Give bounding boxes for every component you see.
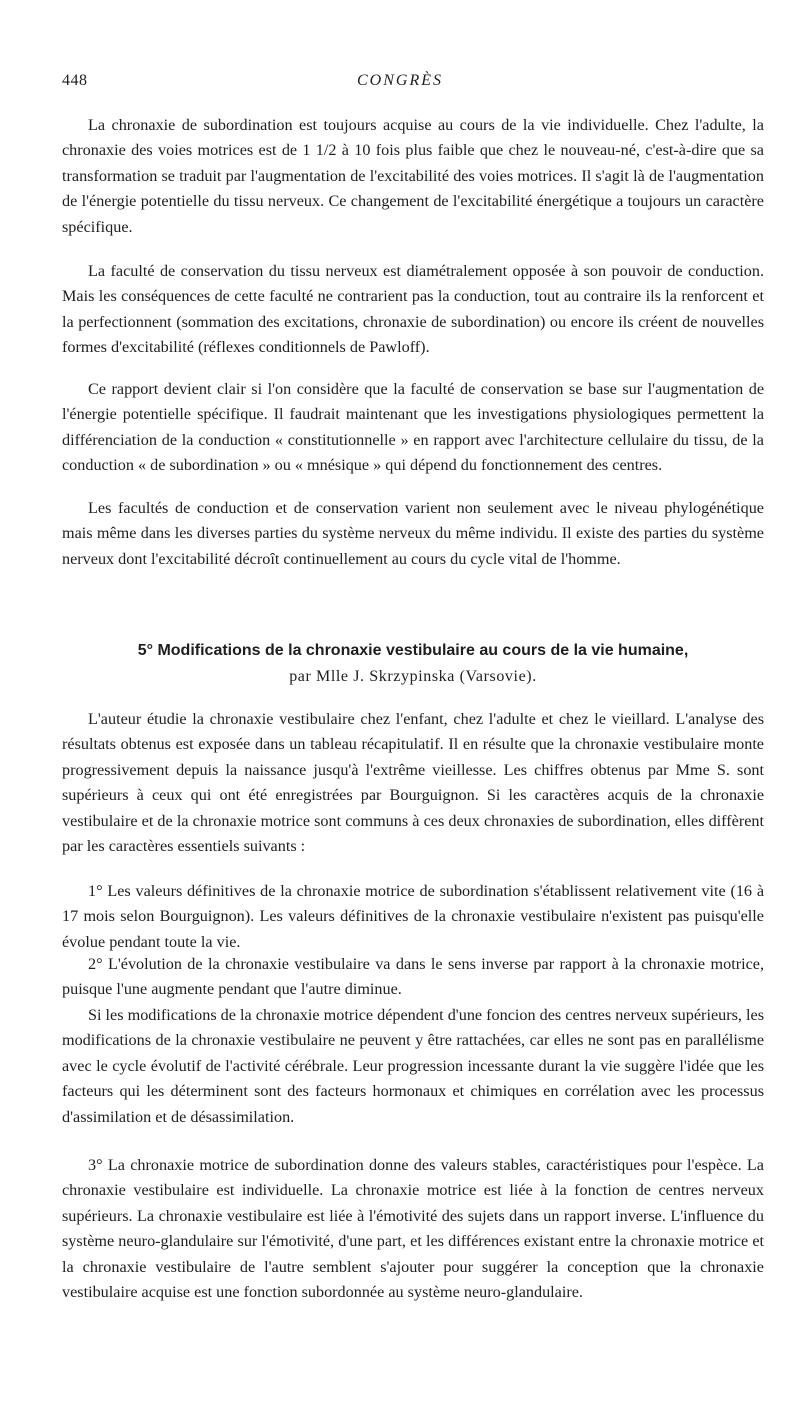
paragraph-8: Si les modifications de la chronaxie motrice dépendent d'une foncion des centres nerveux supérieurs, les modifications de la chronaxie vestibulaire ne peuvent y être rattachées, car elles ne sont pas en parallélisme avec le cycle évolutif de l'activité cérébrale. Leur progression incessante durant la vie suggère l'idée que les facteurs qui les déterminent sont des facteurs hormonaux et chimiques en corrélation avec les processus d'assimilation et de désassimilation. [62,1006,764,1126]
paragraph-6: 1° Les valeurs définitives de la chronaxie motrice de subordination s'établissent relativement vite (16 à 17 mois selon Bourguignon). Les valeurs définitives de la chronaxie vestibulaire n'existent pas puisqu'elle évolue pendant toute la vie. [62,882,764,951]
paragraph-9: 3° La chronaxie motrice de subordination donne des valeurs stables, caractéristiques pour l'espèce. La chronaxie vestibulaire est individuelle. La chronaxie motrice est liée à la fonction de centres nerveux supérieurs. La chronaxie vestibulaire est liée à l'émotivité des sujets dans un rapport inverse. L'influence du système neuro-glandulaire sur l'émotivité, d'une part, et les différences existant entre la chronaxie motrice et la chronaxie vestibulaire de l'autre semblent s'ajouter pour suggérer la conception que la chronaxie vestibulaire acquise est une fonction subordonnée au système neuro-glandulaire. [62,1156,764,1302]
running-head: CONGRÈS [357,72,443,89]
section-paragraph-block [62,707,764,859]
section-paragraph-block [62,879,764,955]
section-paragraph-block [62,1003,764,1130]
body-paragraph-block [62,496,764,572]
paragraph-3: Ce rapport devient clair si l'on considère que la faculté de conservation se base sur l'augmentation de l'énergie potentielle spécifique. Il faudrait maintenant que les investigations physiologiques permettent la différenciation de la conduction « constitutionnelle » en rapport avec l'architecture cellulaire du tissu, de la conduction « de subordination » ou « mnésique » qui dépend du fonctionnement des centres. [62,380,764,475]
page-number: 448 [62,72,88,89]
section-byline: par Mlle J. Skrzypinska (Varsovie). [289,668,537,685]
section-paragraph-block [62,1153,764,1305]
paragraph-1: La chronaxie de subordination est toujours acquise au cours de la vie individuelle. Chez l'adulte, la chronaxie des voies motrices est de 1 1/2 à 10 fois plus faible que chez le nouveau-né, c'est-à-dire que sa transformation se traduit par l'augmentation de l'excitabilité des voies motrices. Il s'agit là de l'augmentation de l'énergie potentielle du tissu nerveux. Ce changement de l'excitabilité énergétique a toujours un caractère spécifique. [62,116,764,236]
section-title: 5° Modifications de la chronaxie vestibulaire au cours de la vie humaine, [137,642,689,659]
paragraph-4: Les facultés de conduction et de conservation varient non seulement avec le niveau phylogénétique mais même dans les diverses parties du système nerveux du même individu. Il existe des parties du système nerveux dont l'excitabilité décroît continuellement au cours du cycle vital de l'homme. [62,499,764,568]
body-paragraph-block [62,259,764,361]
body-paragraph-block [62,377,764,479]
paragraph-5: L'auteur étudie la chronaxie vestibulaire chez l'enfant, chez l'adulte et chez le vieillard. L'analyse des résultats obtenus est exposée dans un tableau récapitulatif. Il en résulte que la chronaxie vestibulaire monte progressivement depuis la naissance jusqu'à l'extrême vieillesse. Les chiffres obtenus par Mme S. sont supérieurs à ceux qui ont été enregistrées par Bourguignon. Si les caractères acquis de la chronaxie vestibulaire et de la chronaxie motrice sont communs à ces deux chronaxies de subordination, elles diffèrent par les caractères essentiels suivants : [62,710,764,856]
body-paragraph-block [62,113,764,240]
section-paragraph-block [62,952,764,1003]
paragraph-2: La faculté de conservation du tissu nerveux est diamétralement opposée à son pouvoir de conduction. Mais les conséquences de cette faculté ne contrarient pas la conduction, tout au contraire ils la renforcent et la perfectionnent (sommation des excitations, chronaxie de subordination) ou encore ils créent de nouvelles formes d'excitabilité (réflexes conditionnels de Pawloff). [62,262,764,357]
paragraph-7: 2° L'évolution de la chronaxie vestibulaire va dans le sens inverse par rapport à la chronaxie motrice, puisque l'une augmente pendant que l'autre diminue. [62,955,764,999]
